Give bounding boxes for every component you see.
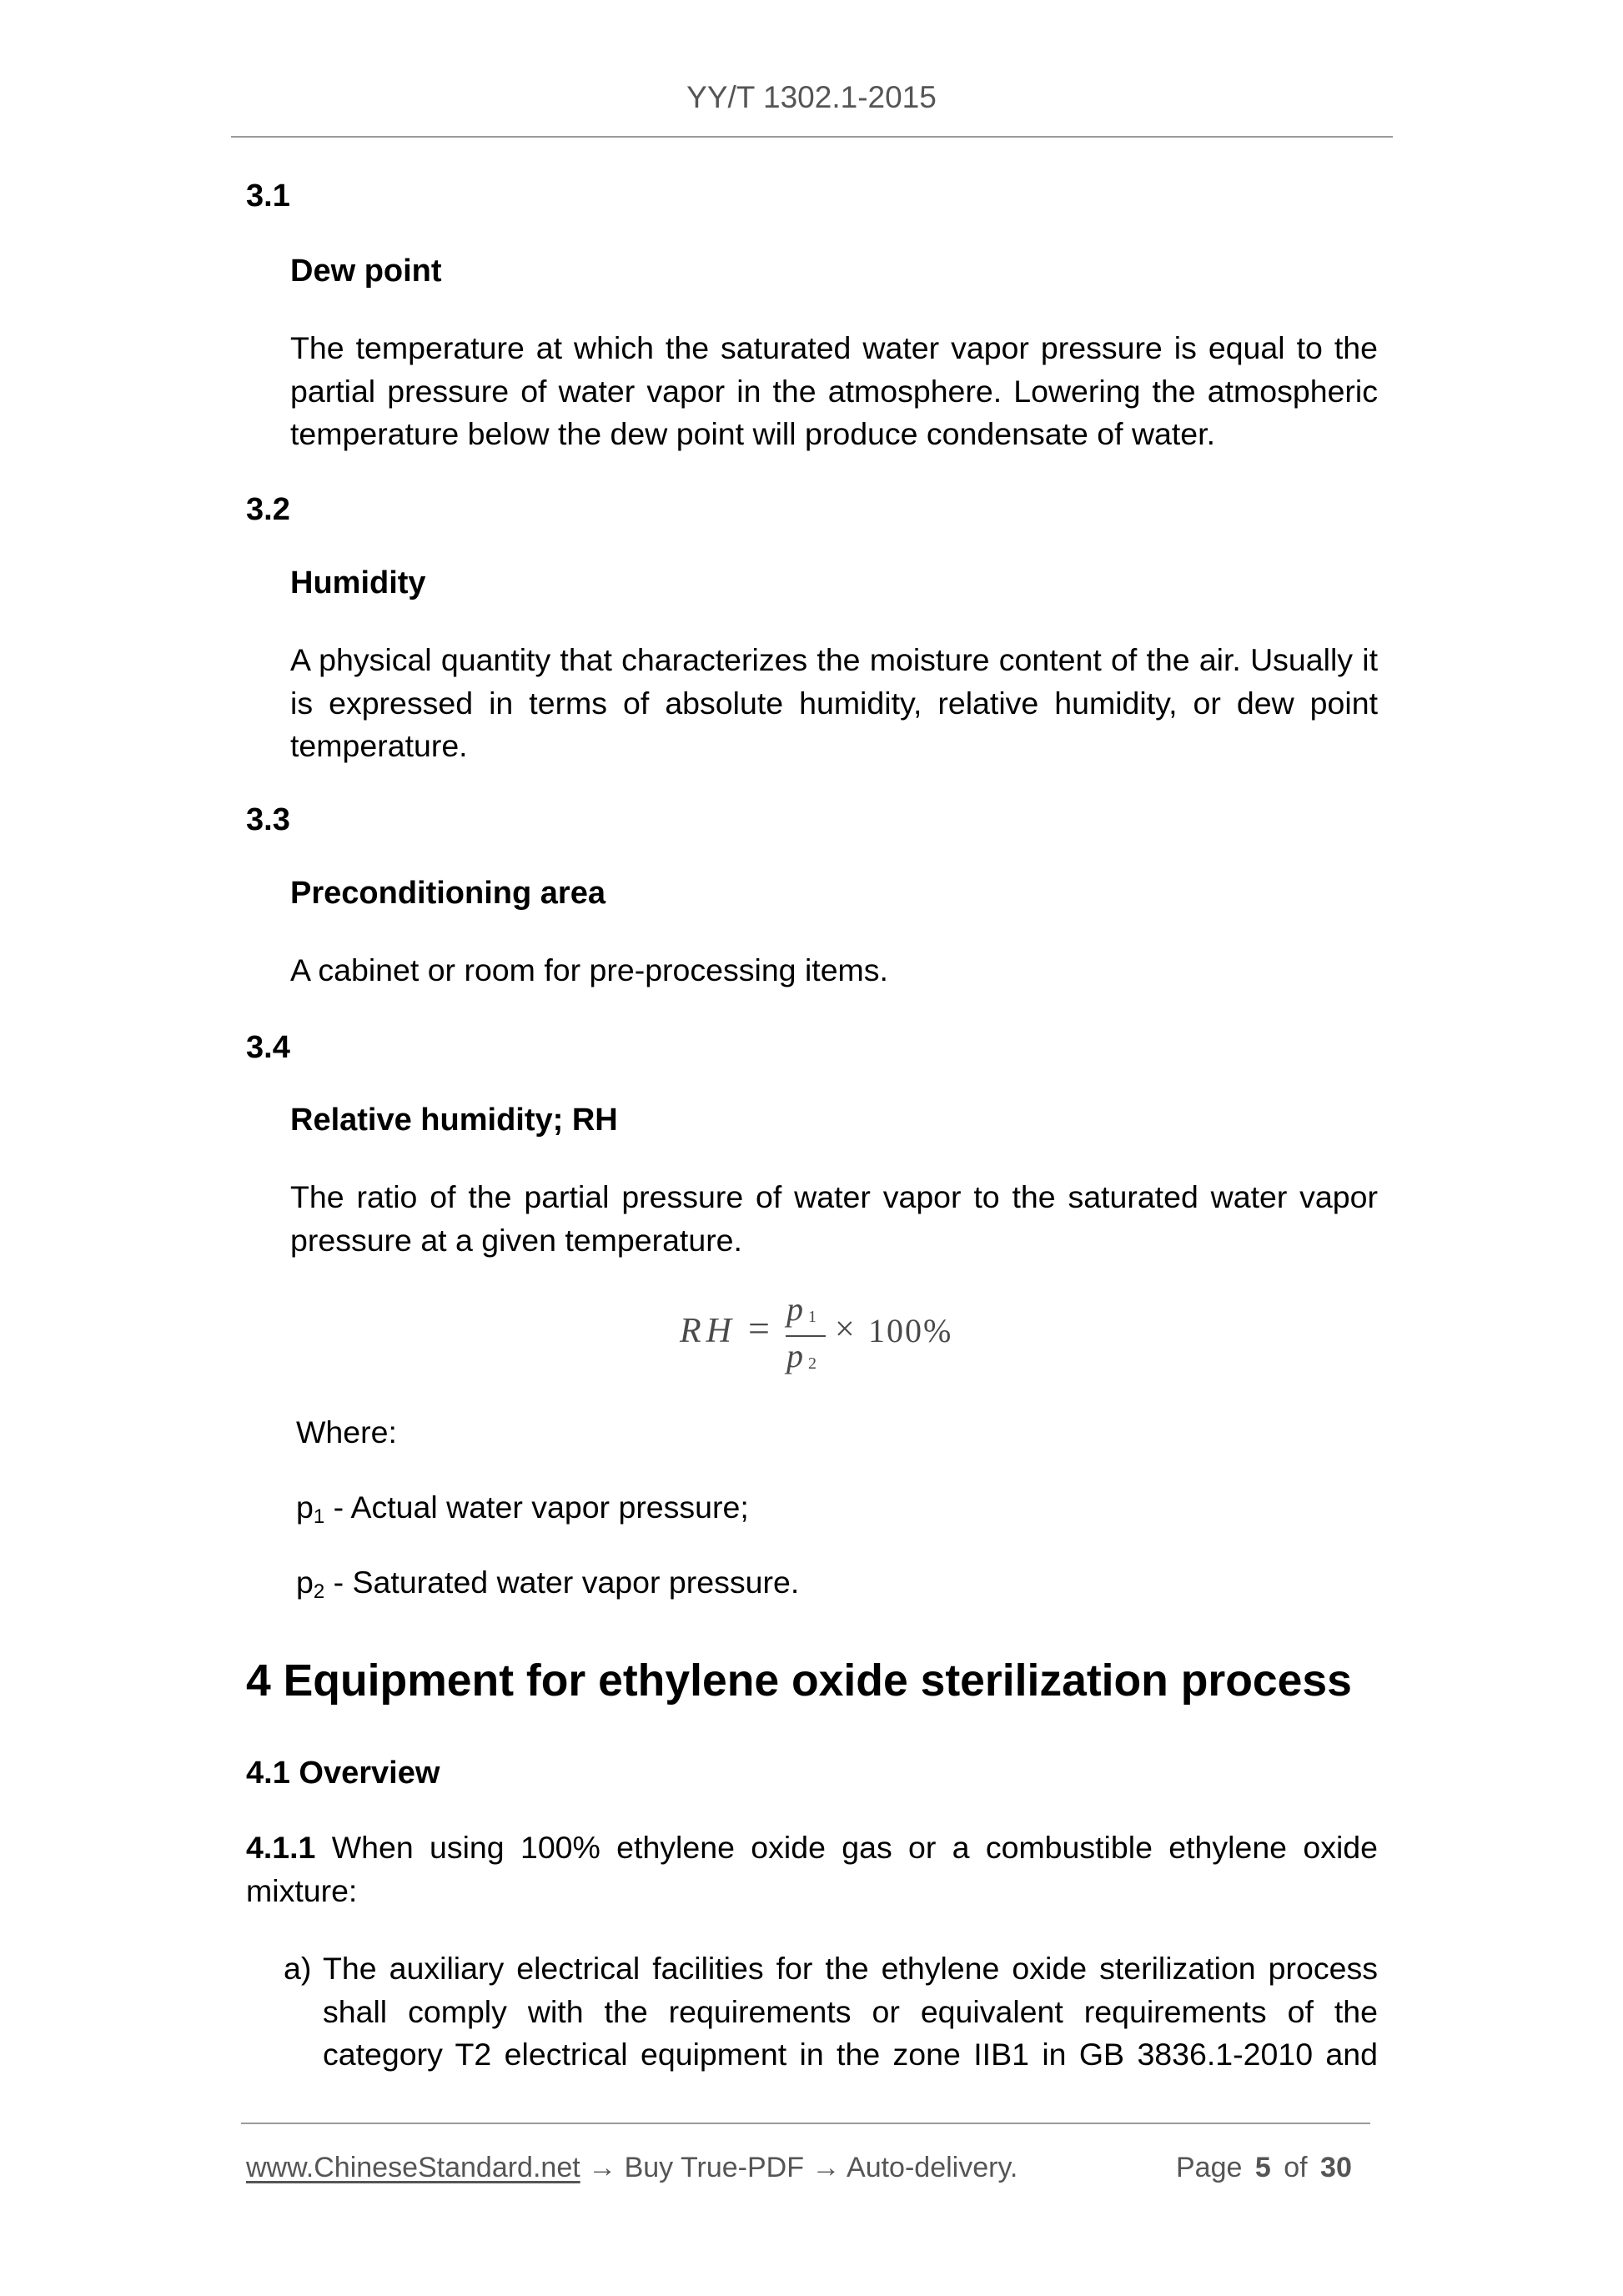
arrow-right-icon: → — [580, 2152, 625, 2183]
where-item-p2: $p_2$ - Saturated water vapor pressure. — [296, 1565, 800, 1603]
footer-promo — [246, 2152, 1018, 2184]
clause-number-3-4: 3.4 — [246, 1030, 290, 1065]
website-link[interactable]: www.ChineseStandard.net — [246, 2152, 580, 2183]
clause-4-1-1-text: When using 100% ethylene oxide gas or a combustible ethylene oxide mixture: — [246, 1830, 1378, 1908]
delivery-text: Auto-delivery. — [847, 2152, 1018, 2183]
term-relative-humidity: Relative humidity; RH — [290, 1103, 618, 1138]
arrow-right-icon: → — [803, 2152, 847, 2183]
clause-number-3-2: 3.2 — [246, 492, 290, 527]
definition-relative-humidity: The ratio of the partial pressure of water vapor to the saturated water vapor pressure at a given temperature. — [290, 1179, 1378, 1258]
header-divider — [231, 136, 1393, 138]
term-dew-point: Dew point — [290, 254, 442, 289]
section-heading-4: 4 Equipment for ethylene oxide sterilization process — [246, 1656, 1352, 1706]
where-label: Where: — [296, 1414, 397, 1449]
formula-lhs: RH — [680, 1312, 736, 1350]
buy-text: Buy True-PDF — [624, 2152, 804, 2183]
clause-number-3-1: 3.1 — [246, 178, 290, 214]
definition-humidity: A physical quantity that characterizes the moisture content of the air. Usually it is expressed in terms of absolute humidity, relative humidity, or dew point temperature. — [290, 642, 1378, 763]
current-page: 5 — [1254, 2152, 1271, 2183]
formula-times: × — [835, 1310, 855, 1349]
formula-numerator: p 1 — [786, 1290, 817, 1328]
formula-factor: 100% — [868, 1312, 953, 1349]
formula-equals: = — [748, 1307, 770, 1349]
definition-preconditioning-area: A cabinet or room for pre-processing items. — [290, 952, 888, 987]
page-indicator: Page 5 of 30 — [1176, 2152, 1352, 2183]
term-humidity: Humidity — [290, 565, 426, 600]
list-item-a — [284, 1947, 1378, 2077]
rh-formula — [680, 1290, 955, 1386]
list-marker: a) — [284, 1951, 312, 1986]
subsection-heading-4-1: 4.1 Overview — [246, 1756, 440, 1791]
document-code-header: YY/T 1302.1-2015 — [686, 80, 937, 114]
clause-4-1-1 — [246, 1826, 1378, 1912]
formula-denominator: p 2 — [786, 1337, 817, 1374]
clause-number-3-3: 3.3 — [246, 802, 290, 837]
where-item-p1: $p_1$ - Actual water vapor pressure; — [296, 1490, 749, 1528]
clause-number-4-1-1: 4.1.1 — [246, 1830, 316, 1865]
list-item-text: The auxiliary electrical facilities for the ethylene oxide sterilization process shall comply with the requirements or equivalent requirements of the category T2 electrical equipment in the zone IIB1 in GB 3836.1-2010 and — [323, 1951, 1378, 2072]
total-pages: 30 — [1320, 2152, 1352, 2183]
term-preconditioning-area: Preconditioning area — [290, 876, 605, 911]
footer-divider — [241, 2123, 1370, 2124]
definition-dew-point: The temperature at which the saturated water vapor pressure is equal to the partial pressure of water vapor in the atmosphere. Lowering the atmospheric temperature below the dew point will produce condensate of water. — [290, 330, 1378, 451]
